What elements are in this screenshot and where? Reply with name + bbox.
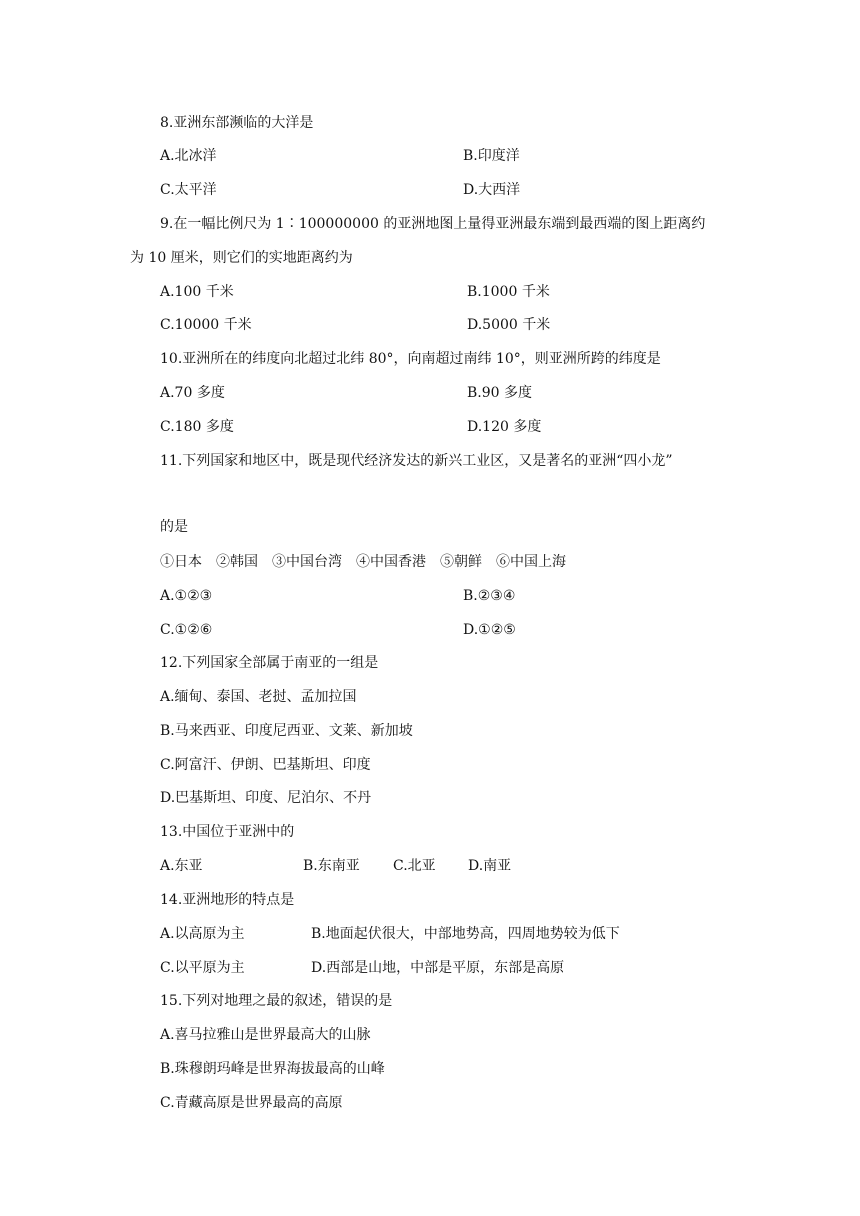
question-14-stem: 14.亚洲地形的特点是 — [160, 892, 295, 908]
question-11-option-c: C.①②⑥ — [160, 622, 213, 638]
question-10-option-b: B.90 多度 — [467, 385, 533, 401]
question-12-option-d: D.巴基斯坦、印度、尼泊尔、不丹 — [160, 790, 372, 806]
question-10-option-a: A.70 多度 — [160, 385, 225, 401]
question-15-stem: 15.下列对地理之最的叙述，错误的是 — [160, 993, 393, 1009]
question-11-choice-list: ①日本 ②韩国 ③中国台湾 ④中国香港 ⑤朝鲜 ⑥中国上海 — [160, 554, 566, 570]
question-9-option-d: D.5000 千米 — [467, 317, 551, 333]
question-15-option-c: C.青藏高原是世界最高的高原 — [160, 1095, 343, 1111]
question-11-option-d: D.①②⑤ — [463, 622, 516, 638]
question-8-option-a: A.北冰洋 — [160, 148, 217, 164]
question-14-option-b: B.地面起伏很大，中部地势高，四周地势较为低下 — [311, 926, 620, 942]
question-10-option-d: D.120 多度 — [467, 419, 542, 435]
question-10-option-c: C.180 多度 — [160, 419, 234, 435]
question-12-option-c: C.阿富汗、伊朗、巴基斯坦、印度 — [160, 757, 371, 773]
question-11-option-a: A.①②③ — [160, 588, 213, 604]
question-9-option-a: A.100 千米 — [160, 284, 234, 300]
question-9-option-b: B.1000 千米 — [467, 284, 550, 300]
question-15-option-a: A.喜马拉雅山是世界最高大的山脉 — [160, 1027, 371, 1043]
question-13-option-d: D.南亚 — [468, 858, 512, 874]
question-13-stem: 13.中国位于亚洲中的 — [160, 824, 295, 840]
question-11-stem-line-2: 的是 — [160, 519, 188, 535]
question-12-option-a: A.缅甸、泰国、老挝、孟加拉国 — [160, 689, 357, 705]
question-14-option-c: C.以平原为主 — [160, 960, 245, 976]
question-8-option-c: C.太平洋 — [160, 182, 217, 198]
question-9-stem-line-1: 9.在一幅比例尺为 1∶100000000 的亚洲地图上量得亚洲最东端到最西端的图上距离约 — [160, 216, 706, 232]
question-10-stem: 10.亚洲所在的纬度向北超过北纬 80°，向南超过南纬 10°，则亚洲所跨的纬度是 — [160, 351, 661, 367]
question-15-option-b: B.珠穆朗玛峰是世界海拔最高的山峰 — [160, 1061, 385, 1077]
question-9-option-c: C.10000 千米 — [160, 317, 252, 333]
question-14-option-a: A.以高原为主 — [160, 926, 245, 942]
question-11-option-b: B.②③④ — [463, 588, 516, 604]
question-14-option-d: D.西部是山地，中部是平原，东部是高原 — [311, 960, 565, 976]
question-11-stem-line-1: 11.下列国家和地区中，既是现代经济发达的新兴工业区，又是著名的亚洲“四小龙” — [160, 453, 673, 469]
question-8-stem: 8.亚洲东部濒临的大洋是 — [160, 115, 314, 131]
question-13-option-c: C.北亚 — [393, 858, 436, 874]
question-13-option-a: A.东亚 — [160, 858, 203, 874]
question-8-option-d: D.大西洋 — [463, 182, 521, 198]
question-12-stem: 12.下列国家全部属于南亚的一组是 — [160, 655, 379, 671]
question-8-option-b: B.印度洋 — [463, 148, 520, 164]
question-13-option-b: B.东南亚 — [303, 858, 360, 874]
question-9-stem-line-2: 为 10 厘米，则它们的实地距离约为 — [130, 250, 353, 266]
question-12-option-b: B.马来西亚、印度尼西亚、文莱、新加坡 — [160, 723, 413, 739]
